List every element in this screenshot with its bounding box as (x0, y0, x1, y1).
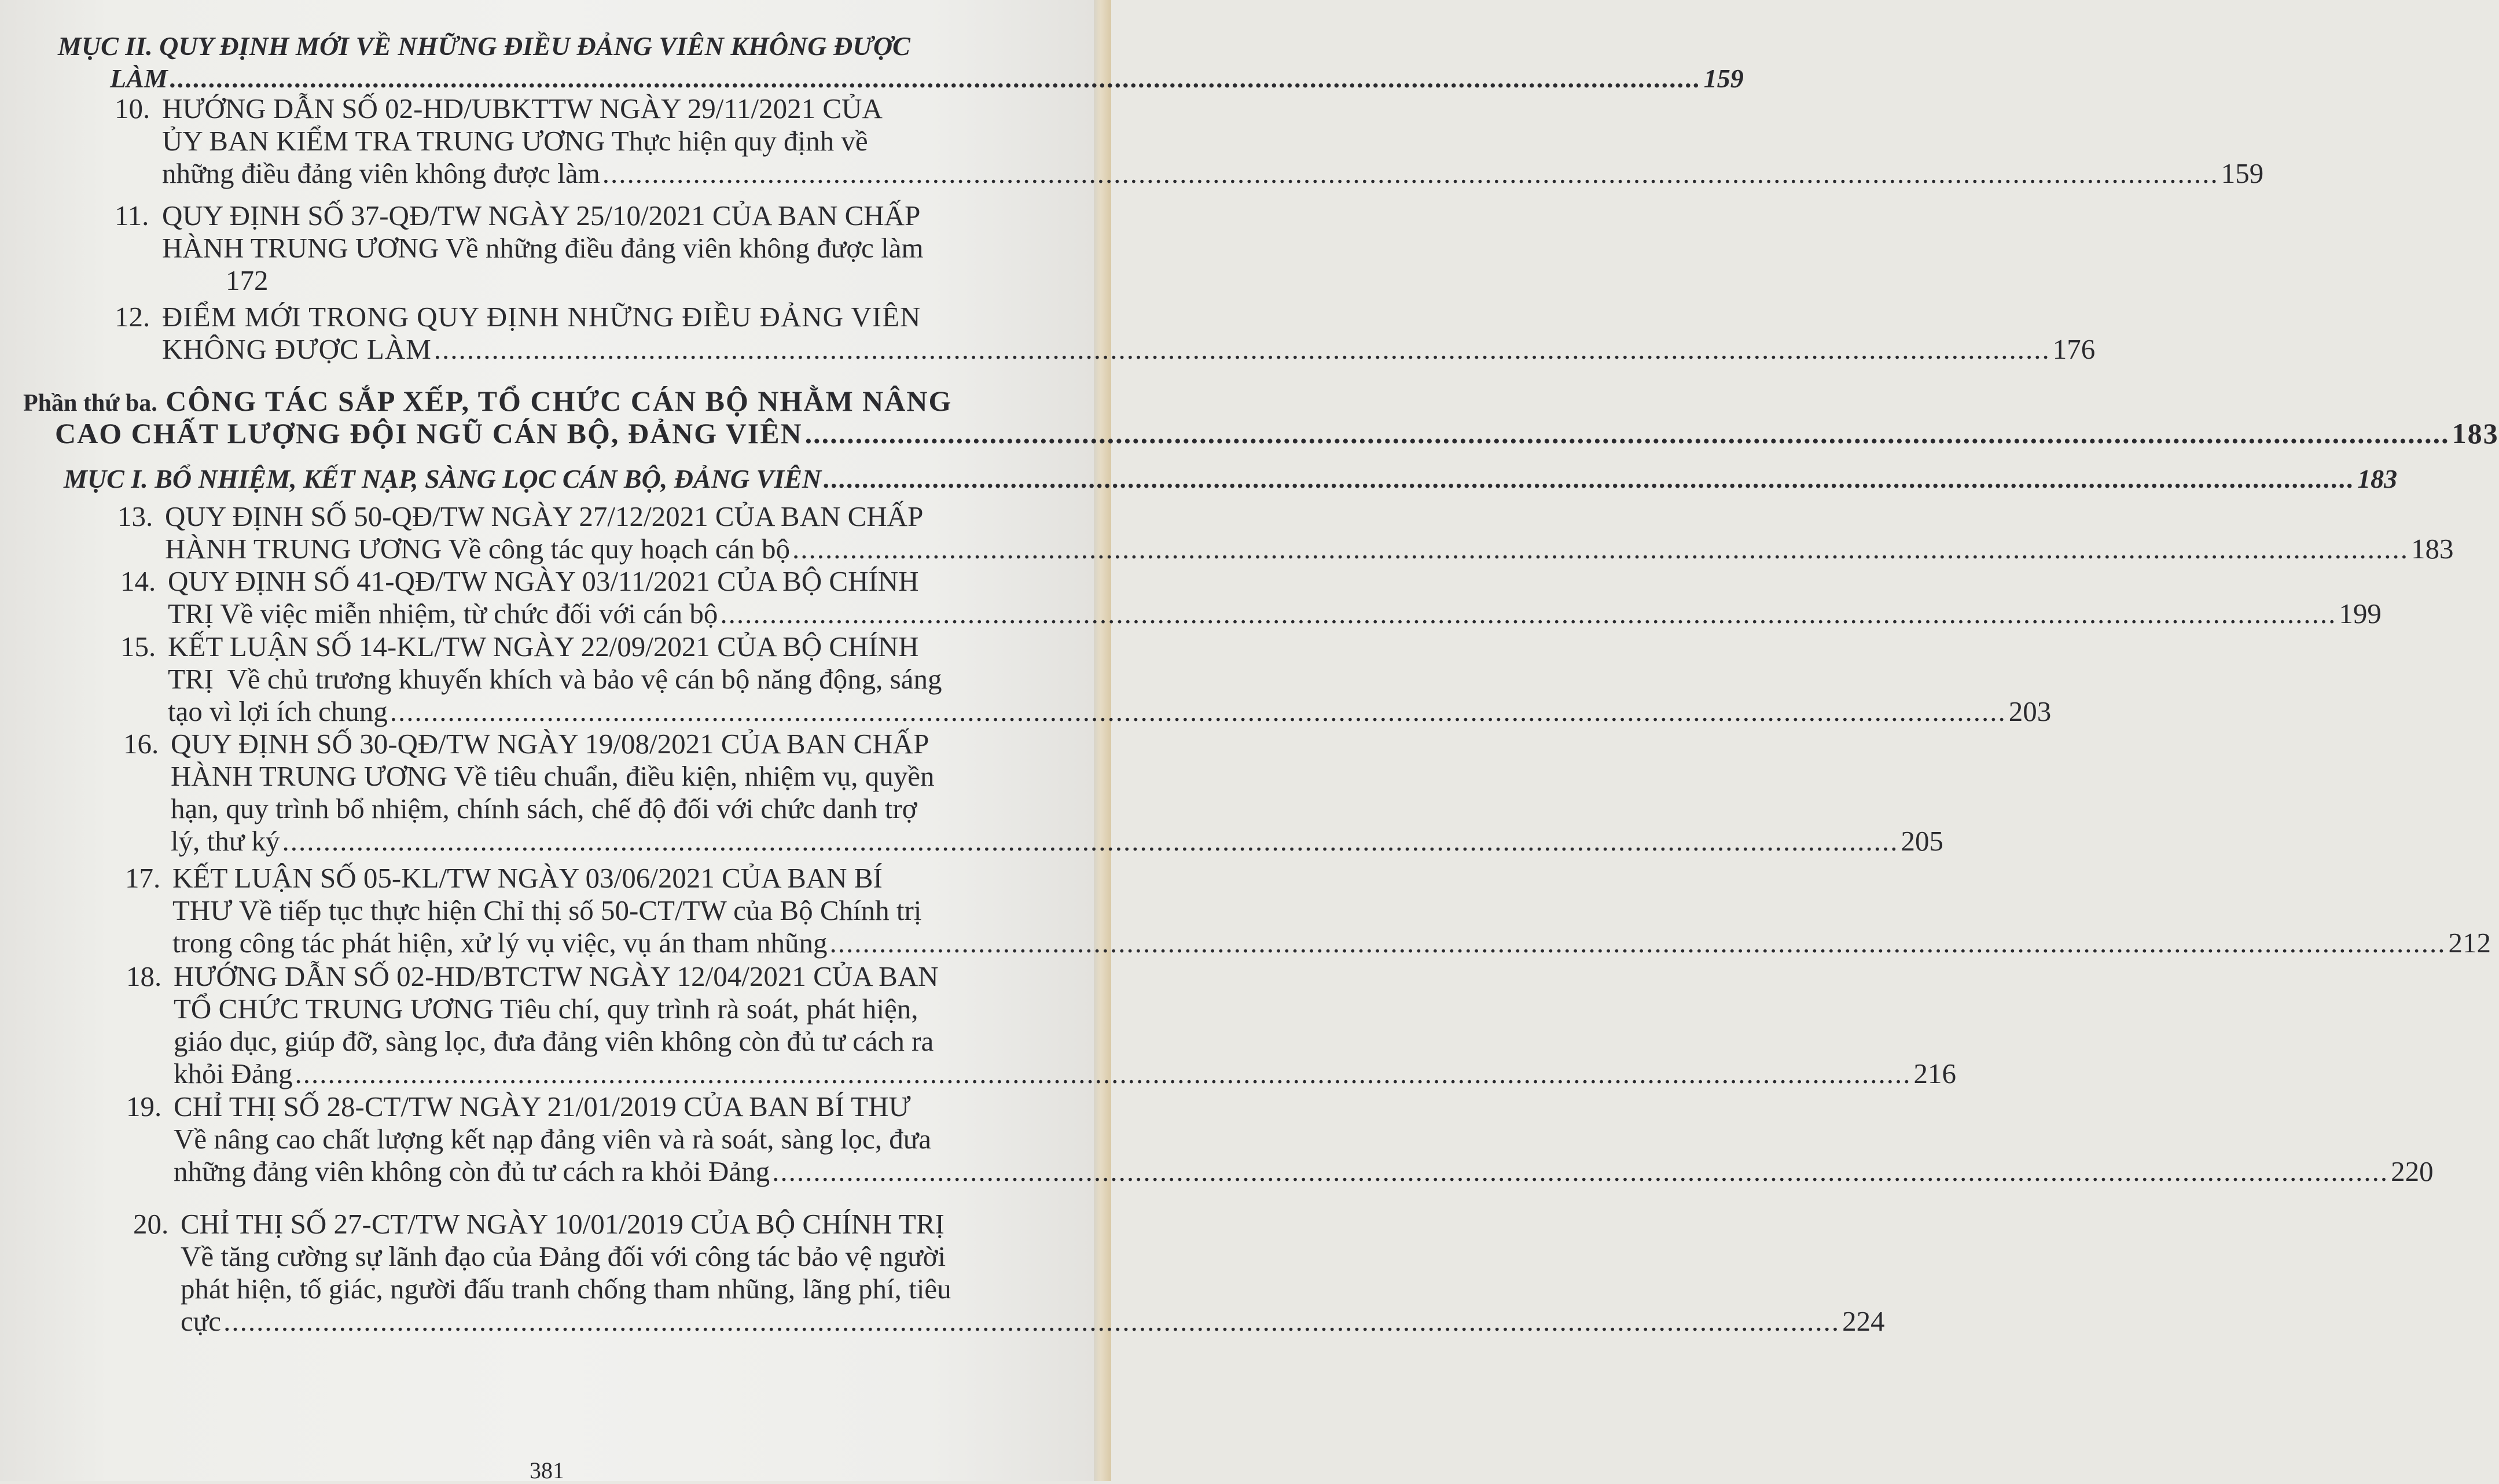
entry-line: lý, thư ký (171, 825, 280, 857)
part-title: CAO CHẤT LƯỢNG ĐỘI NGŨ CÁN BỘ, ĐẢNG VIÊN (55, 417, 803, 450)
entry-line: HƯỚNG DẪN SỐ 02-HD/UBKTTW NGÀY 29/11/2021 CỦA (162, 93, 883, 124)
toc-entry-10 (115, 93, 2264, 190)
leader-dots: .................................................................................................................................................................................................... (824, 464, 2355, 494)
toc-entry-15 (120, 631, 2052, 728)
page-number: 183 (2410, 533, 2454, 565)
leader-dots: .................................................................................................................................................................................................... (389, 695, 2006, 727)
leader-dots: .................................................................................................................................................................................................... (295, 1058, 1912, 1089)
section-muc-2 (58, 30, 1744, 95)
entry-line: QUY ĐỊNH SỐ 50-QĐ/TW NGÀY 27/12/2021 CỦA BAN CHẤP (165, 500, 924, 532)
entry-line: HÀNH TRUNG ƯƠNG Về những điều đảng viên không được làm (162, 232, 924, 264)
leader-dots: .................................................................................................................................................................................................... (829, 927, 2446, 959)
page-number: 224 (1842, 1305, 1885, 1337)
entry-line: KẾT LUẬN SỐ 05-KL/TW NGÀY 03/06/2021 CỦA BAN BÍ (172, 862, 883, 894)
page-number: 212 (2448, 927, 2491, 959)
entry-line: cực (181, 1305, 222, 1337)
entry-line: HÀNH TRUNG ƯƠNG Về công tác quy hoạch cán bộ (165, 533, 790, 565)
entry-line: QUY ĐỊNH SỐ 41-QĐ/TW NGÀY 03/11/2021 CỦA BỘ CHÍNH (168, 565, 919, 597)
entry-number: 12. (115, 301, 150, 333)
page-number: 183 (2452, 417, 2499, 450)
toc-entry-11 (115, 200, 1001, 297)
entry-line: ỦY BAN KIỂM TRA TRUNG ƯƠNG Thực hiện quy định về (162, 125, 868, 157)
entry-line: TỔ CHỨC TRUNG ƯƠNG Tiêu chí, quy trình rà soát, phát hiện, (174, 993, 918, 1025)
entry-number: 16. (123, 728, 159, 760)
section-title: LÀM (110, 64, 168, 93)
entry-line: TRỊ Về việc miễn nhiệm, từ chức đối với cán bộ (168, 598, 718, 629)
page-number: 199 (2339, 598, 2382, 629)
leader-dots: .................................................................................................................................................................................................... (223, 1305, 1840, 1337)
page-number: 203 (2008, 695, 2052, 727)
entry-line: KẾT LUẬN SỐ 14-KL/TW NGÀY 22/09/2021 CỦA BỘ CHÍNH (168, 631, 919, 662)
entry-number: 18. (126, 960, 162, 992)
entry-line: CHỈ THỊ SỐ 28-CT/TW NGÀY 21/01/2019 CỦA BAN BÍ THƯ (174, 1091, 911, 1122)
page-edge (1094, 0, 1111, 1481)
toc-entry-13 (117, 500, 2454, 565)
section-title: MỤC II. QUY ĐỊNH MỚI VỀ NHỮNG ĐIỀU ĐẢNG VIÊN KHÔNG ĐƯỢC (58, 31, 910, 61)
entry-line: KHÔNG ĐƯỢC LÀM (162, 333, 432, 365)
entry-line: HƯỚNG DẪN SỐ 02-HD/BTCTW NGÀY 12/04/2021 CỦA BAN (174, 960, 939, 992)
toc-entry-16 (123, 728, 1944, 857)
page-number: 176 (2052, 333, 2096, 365)
page-footer-number: 381 (530, 1457, 564, 1483)
page-number: 216 (1913, 1058, 1956, 1089)
page-number: 172 (226, 264, 269, 296)
page-number: 159 (1703, 64, 1744, 93)
part-heading (23, 385, 2499, 450)
leader-dots: .................................................................................................................................................................................................... (792, 533, 2409, 565)
entry-line: giáo dục, giúp đỡ, sàng lọc, đưa đảng viên không còn đủ tư cách ra (174, 1025, 934, 1057)
section-title: MỤC I. BỔ NHIỆM, KẾT NẠP, SÀNG LỌC CÁN BỘ, ĐẢNG VIÊN (64, 464, 822, 494)
page-number: 220 (2391, 1155, 2434, 1187)
entry-number: 17. (125, 862, 161, 894)
entry-line: những điều đảng viên không được làm (162, 157, 600, 189)
part-label: Phần thứ ba. (23, 390, 157, 417)
entry-number: 13. (117, 500, 153, 532)
toc-entry-20 (133, 1208, 1885, 1338)
entry-line: QUY ĐỊNH SỐ 30-QĐ/TW NGÀY 19/08/2021 CỦA BAN CHẤP (171, 728, 929, 760)
toc-entry-14 (120, 565, 2382, 630)
entry-line: tạo vì lợi ích chung (168, 695, 388, 727)
entry-line: Về tăng cường sự lãnh đạo của Đảng đối với công tác bảo vệ người (181, 1240, 946, 1272)
entry-line: khỏi Đảng (174, 1058, 293, 1089)
entry-number: 15. (120, 631, 156, 662)
entry-line: Về nâng cao chất lượng kết nạp đảng viên và rà soát, sàng lọc, đưa (174, 1123, 932, 1155)
entry-number: 14. (120, 565, 156, 597)
entry-line: CHỈ THỊ SỐ 27-CT/TW NGÀY 10/01/2019 CỦA BỘ CHÍNH TRỊ (181, 1208, 945, 1240)
part-title: CÔNG TÁC SẮP XẾP, TỔ CHỨC CÁN BỘ NHẰM NÂNG (166, 385, 953, 417)
entry-number: 19. (126, 1091, 162, 1122)
leader-dots: .................................................................................................................................................................................................... (433, 333, 2050, 365)
leader-dots: .................................................................................................................................................................................................... (772, 1155, 2389, 1187)
entry-line: TRỊ Về chủ trương khuyến khích và bảo vệ cán bộ năng động, sáng (168, 663, 942, 695)
entry-line: ĐIỂM MỚI TRONG QUY ĐỊNH NHỮNG ĐIỀU ĐẢNG VIÊN (162, 301, 921, 333)
entry-line: phát hiện, tố giác, người đấu tranh chống tham nhũng, lãng phí, tiêu (181, 1273, 951, 1305)
entry-number: 20. (133, 1208, 169, 1240)
entry-line: những đảng viên không còn đủ tư cách ra khỏi Đảng (174, 1155, 770, 1187)
toc-entry-19 (126, 1091, 2434, 1188)
leader-dots: .................................................................................................................................................................................................... (602, 157, 2219, 189)
leader-dots: .................................................................................................................................................................................................... (720, 598, 2337, 629)
toc-entry-12 (115, 301, 2096, 366)
leader-dots: .................................................................................................................................................................................................... (282, 825, 1899, 857)
page-number: 205 (1901, 825, 1944, 857)
page-number: 183 (2357, 464, 2398, 494)
entry-line: trong công tác phát hiện, xử lý vụ việc, vụ án tham nhũng (172, 927, 828, 959)
entry-line: QUY ĐỊNH SỐ 37-QĐ/TW NGÀY 25/10/2021 CỦA BAN CHẤP (162, 200, 921, 231)
section-muc-1 (64, 463, 2398, 495)
entry-number: 10. (115, 93, 150, 124)
toc-entry-18 (126, 960, 1956, 1090)
entry-line: THƯ Về tiếp tục thực hiện Chỉ thị số 50-CT/TW của Bộ Chính trị (172, 894, 922, 926)
entry-number: 11. (115, 200, 149, 231)
toc-entry-17 (125, 862, 2491, 959)
leader-dots: .................................................................................................................................................................................................... (170, 64, 1701, 93)
entry-line: HÀNH TRUNG ƯƠNG Về tiêu chuẩn, điều kiện, nhiệm vụ, quyền (171, 760, 935, 792)
entry-line: hạn, quy trình bổ nhiệm, chính sách, chế độ đối với chức danh trợ (171, 793, 917, 824)
leader-dots: .................................................................................................................................................................................................... (804, 417, 2450, 450)
page-number: 159 (2221, 157, 2264, 189)
